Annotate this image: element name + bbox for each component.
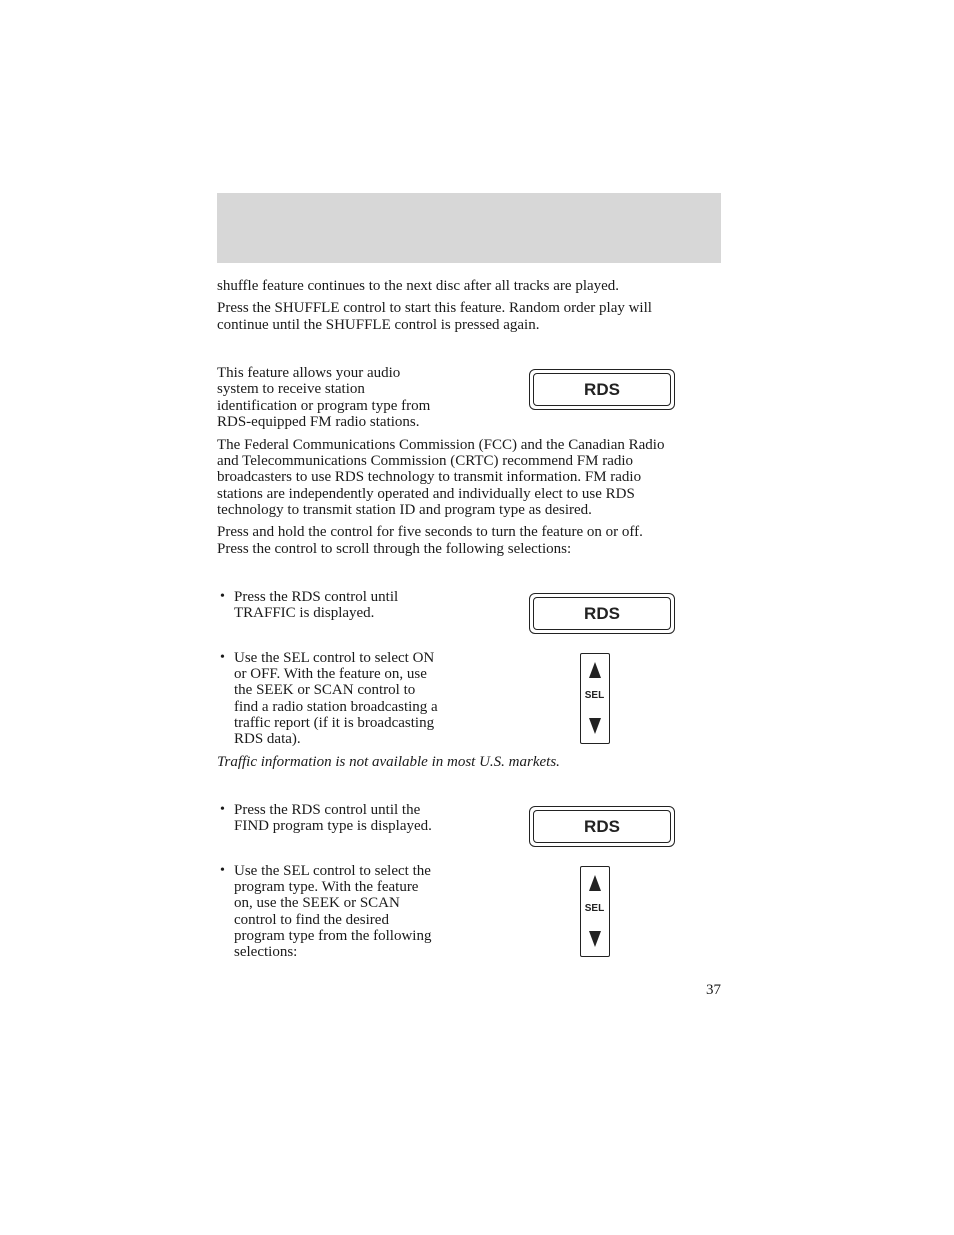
- find-bullet2-line: selections:: [234, 944, 298, 960]
- find-bullet2-line: program type. With the feature: [234, 879, 419, 895]
- find-bullet1-line: Press the RDS control until the: [234, 802, 421, 818]
- traffic-bullet2-line: traffic report (if it is broadcasting: [234, 715, 435, 731]
- arrow-up-icon: [589, 875, 601, 891]
- arrow-down-icon: [589, 718, 601, 734]
- find-bullet2-line: program type from the following: [234, 928, 432, 944]
- rds-control-label: RDS: [533, 373, 671, 406]
- traffic-bullet2-line: find a radio station broadcasting a: [234, 699, 438, 715]
- fcc-paragraph-line: broadcasters to use RDS technology to transmit information. FM radio: [217, 469, 642, 485]
- rds-control-illustration: [529, 806, 675, 847]
- sel-control-illustration: [580, 653, 610, 744]
- rds-intro-line: RDS-equipped FM radio stations.: [217, 414, 420, 430]
- traffic-bullet2-line: RDS data).: [234, 731, 301, 747]
- paragraph-shuffle-press-line1: Press the SHUFFLE control to start this feature. Random order play will: [217, 300, 652, 316]
- fcc-paragraph-line: The Federal Communications Commission (FCC) and the Canadian Radio: [217, 437, 665, 453]
- fcc-paragraph-line: technology to transmit station ID and program type as desired.: [217, 502, 592, 518]
- bullet-marker: •: [220, 589, 225, 604]
- traffic-bullet2-line: the SEEK or SCAN control to: [234, 682, 416, 698]
- arrow-down-icon: [589, 931, 601, 947]
- bullet-marker: •: [220, 650, 225, 665]
- press-hold-line: Press the control to scroll through the following selections:: [217, 541, 572, 557]
- rds-control-illustration: [529, 593, 675, 634]
- rds-intro-line: identification or program type from: [217, 398, 431, 414]
- rds-intro-line: This feature allows your audio: [217, 365, 401, 381]
- paragraph-shuffle-press-line2: continue until the SHUFFLE control is pressed again.: [217, 317, 540, 333]
- sel-control-illustration: [580, 866, 610, 957]
- press-hold-line: Press and hold the control for five seconds to turn the feature on or off.: [217, 524, 643, 540]
- sel-control-label: SEL: [584, 690, 605, 701]
- bullet-marker: •: [220, 802, 225, 817]
- traffic-bullet2-line: Use the SEL control to select ON: [234, 650, 435, 666]
- rds-control-label: RDS: [533, 810, 671, 843]
- rds-control-label: RDS: [533, 597, 671, 630]
- section-header-band: [217, 193, 721, 263]
- arrow-up-icon: [589, 662, 601, 678]
- rds-intro-line: system to receive station: [217, 381, 365, 397]
- sel-control-label: SEL: [584, 903, 605, 914]
- traffic-bullet2-line: or OFF. With the feature on, use: [234, 666, 427, 682]
- traffic-note: Traffic information is not available in most U.S. markets.: [217, 754, 560, 770]
- fcc-paragraph-line: stations are independently operated and individually elect to use RDS: [217, 486, 635, 502]
- traffic-bullet1-line: Press the RDS control until: [234, 589, 399, 605]
- traffic-bullet1-line: TRAFFIC is displayed.: [234, 605, 375, 621]
- find-bullet2-line: on, use the SEEK or SCAN: [234, 895, 400, 911]
- find-bullet1-line: FIND program type is displayed.: [234, 818, 432, 834]
- bullet-marker: •: [220, 863, 225, 878]
- fcc-paragraph-line: and Telecommunications Commission (CRTC) recommend FM radio: [217, 453, 634, 469]
- page-number: 37: [706, 982, 721, 998]
- find-bullet2-line: Use the SEL control to select the: [234, 863, 431, 879]
- rds-control-illustration: [529, 369, 675, 410]
- find-bullet2-line: control to find the desired: [234, 912, 389, 928]
- paragraph-shuffle-continue: shuffle feature continues to the next disc after all tracks are played.: [217, 278, 620, 294]
